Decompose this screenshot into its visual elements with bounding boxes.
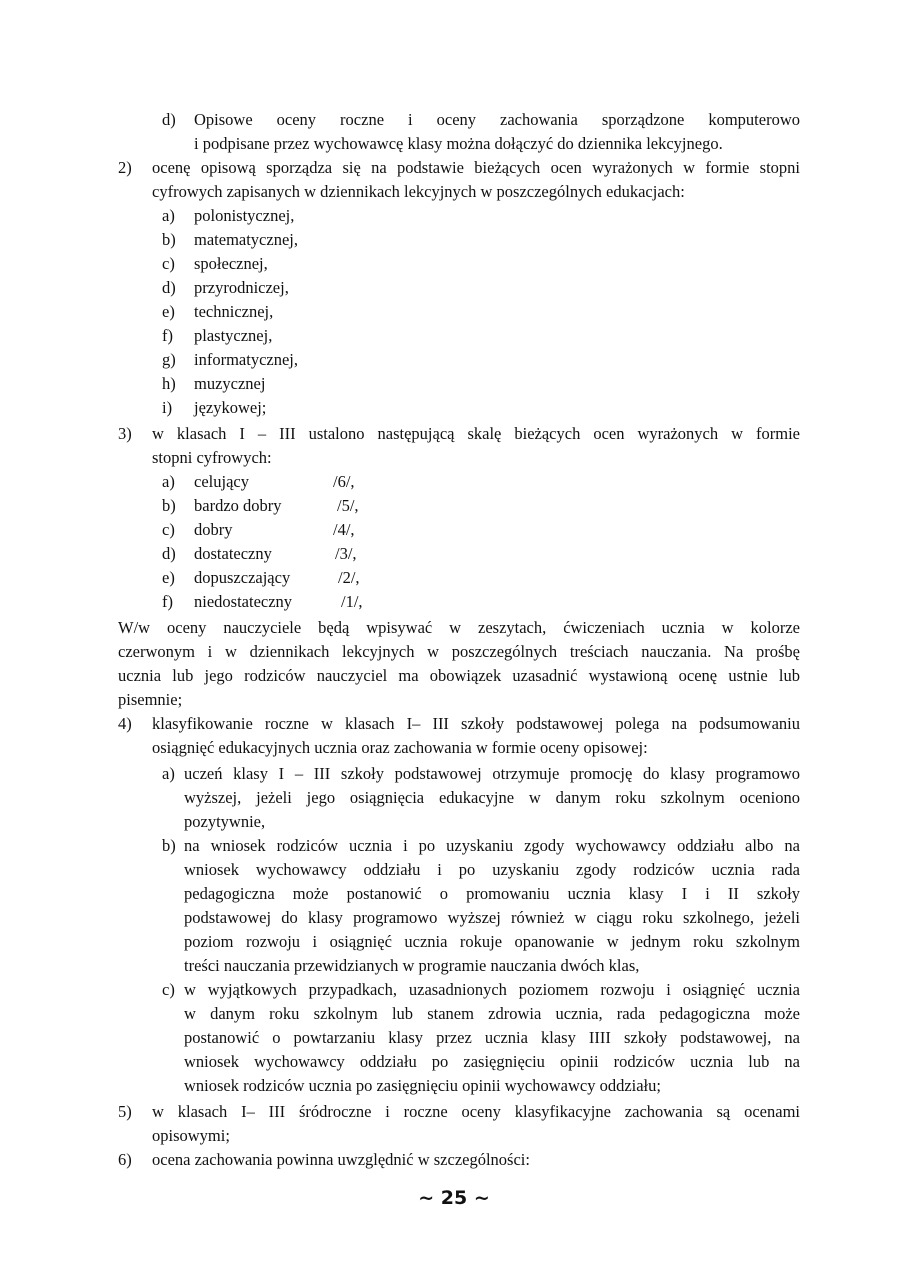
paragraph-line: w danym roku szkolnym lub stanem zdrowia ucznia, rada pedagogiczna może	[184, 1004, 800, 1023]
list-item: przyrodniczej,	[194, 278, 289, 297]
list-label: a)	[162, 764, 175, 783]
paragraph-line: w klasach I– III śródroczne i roczne oceny klasyfikacyjne zachowania są ocenami	[152, 1102, 800, 1121]
list-label: h)	[162, 374, 176, 393]
paragraph-line: opisowymi;	[152, 1126, 230, 1145]
paragraph-line: ocenę opisową sporządza się na podstawie bieżących ocen wyrażonych w formie stopni	[152, 158, 800, 177]
paragraph-line: uczeń klasy I – III szkoły podstawowej otrzymuje promocję do klasy programowo	[184, 764, 800, 783]
grade-name: dostateczny	[194, 544, 272, 563]
list-label: d)	[162, 110, 176, 129]
list-label: b)	[162, 836, 176, 855]
paragraph-line: pisemnie;	[118, 690, 183, 709]
list-label: b)	[162, 230, 176, 249]
paragraph-line: treści nauczania przewidzianych w programie nauczania dwóch klas,	[184, 956, 640, 975]
list-label: f)	[162, 592, 173, 611]
list-label: i)	[162, 398, 173, 417]
paragraph-line: ucznia lub jego rodziców nauczyciel ma obowiązek uzasadnić wystawioną ocenę ustnie lub	[118, 666, 800, 685]
paragraph-line: stopni cyfrowych:	[152, 448, 272, 467]
grade-name: celujący	[194, 472, 249, 491]
list-label: 4)	[118, 714, 132, 733]
paragraph-line: ocena zachowania powinna uwzględnić w szczególności:	[152, 1150, 530, 1169]
grade-name: niedostateczny	[194, 592, 293, 611]
list-item: technicznej,	[194, 302, 274, 321]
grade-value: /4/,	[333, 520, 355, 539]
list-label: c)	[162, 254, 175, 273]
list-item: plastycznej,	[194, 326, 273, 345]
list-label: c)	[162, 980, 175, 999]
list-label: 3)	[118, 424, 132, 443]
grade-value: /1/,	[341, 592, 363, 611]
paragraph-line: na wniosek rodziców ucznia i po uzyskaniu zgody wychowawcy oddziału albo na	[184, 836, 800, 855]
paragraph-line: wniosek wychowawcy oddziału po zasięgnięciu opinii rodziców ucznia lub na	[184, 1052, 800, 1071]
list-label: 2)	[118, 158, 132, 177]
list-item: muzycznej	[194, 374, 266, 393]
paragraph-line: poziom rozwoju i osiągnięć ucznia rokuje opanowanie w jednym roku szkolnym	[184, 932, 800, 951]
grade-value: /5/,	[337, 496, 359, 515]
paragraph-line: czerwonym i w dziennikach lekcyjnych w poszczególnych treściach nauczania. Na prośbę	[118, 642, 800, 661]
list-label: 5)	[118, 1102, 132, 1121]
paragraph-line: podstawowej do klasy programowo wyższej również w ciągu roku szkolnego, jeżeli	[184, 908, 800, 927]
grade-name: dobry	[194, 520, 233, 539]
list-item: matematycznej,	[194, 230, 298, 249]
list-item: językowej;	[194, 398, 267, 417]
list-label: a)	[162, 206, 175, 225]
paragraph-line: postanowić o powtarzaniu klasy przez ucznia klasy IIII szkoły podstawowej, na	[184, 1028, 800, 1047]
grade-value: /2/,	[338, 568, 360, 587]
page-number: ~ 25 ~	[418, 1187, 490, 1209]
list-label: c)	[162, 520, 175, 539]
grade-value: /3/,	[335, 544, 357, 563]
paragraph-line: w klasach I – III ustalono następującą skalę bieżących ocen wyrażonych w formie	[152, 424, 800, 443]
paragraph-line: w wyjątkowych przypadkach, uzasadnionych poziomem rozwoju i osiągnięć ucznia	[184, 980, 800, 999]
list-label: f)	[162, 326, 173, 345]
list-label: e)	[162, 568, 175, 587]
paragraph-line: wyższej, jeżeli jego osiągnięcia edukacyjne w danym roku szkolnym oceniono	[184, 788, 800, 807]
paragraph-line: i podpisane przez wychowawcę klasy można dołączyć do dziennika lekcyjnego.	[194, 134, 723, 153]
grade-value: /6/,	[333, 472, 355, 491]
paragraph-line: cyfrowych zapisanych w dziennikach lekcyjnych w poszczególnych edukacjach:	[152, 182, 685, 201]
list-item: społecznej,	[194, 254, 268, 273]
grade-name: dopuszczający	[194, 568, 291, 587]
list-label: a)	[162, 472, 175, 491]
list-label: b)	[162, 496, 176, 515]
paragraph-line: pedagogiczna może postanowić o promowaniu ucznia klasy I i II szkoły	[184, 884, 800, 903]
list-label: d)	[162, 544, 176, 563]
list-label: e)	[162, 302, 175, 321]
paragraph-line: osiągnięć edukacyjnych ucznia oraz zachowania w formie oceny opisowej:	[152, 738, 648, 757]
list-item: informatycznej,	[194, 350, 298, 369]
paragraph-line: pozytywnie,	[184, 812, 266, 831]
paragraph-line: W/w oceny nauczyciele będą wpisywać w zeszytach, ćwiczeniach ucznia w kolorze	[118, 618, 800, 637]
paragraph-line: Opisowe oceny roczne i oceny zachowania sporządzone komputerowo	[194, 110, 800, 129]
list-label: g)	[162, 350, 176, 369]
paragraph-line: klasyfikowanie roczne w klasach I– III szkoły podstawowej polega na podsumowaniu	[152, 714, 800, 733]
paragraph-line: wniosek rodziców ucznia po zasięgnięciu opinii wychowawcy oddziału;	[184, 1076, 661, 1095]
grade-name: bardzo dobry	[194, 496, 282, 515]
paragraph-line: wniosek wychowawcy oddziału i po uzyskaniu zgody rodziców ucznia rada	[184, 860, 800, 879]
list-item: polonistycznej,	[194, 206, 295, 225]
list-label: d)	[162, 278, 176, 297]
list-label: 6)	[118, 1150, 132, 1169]
